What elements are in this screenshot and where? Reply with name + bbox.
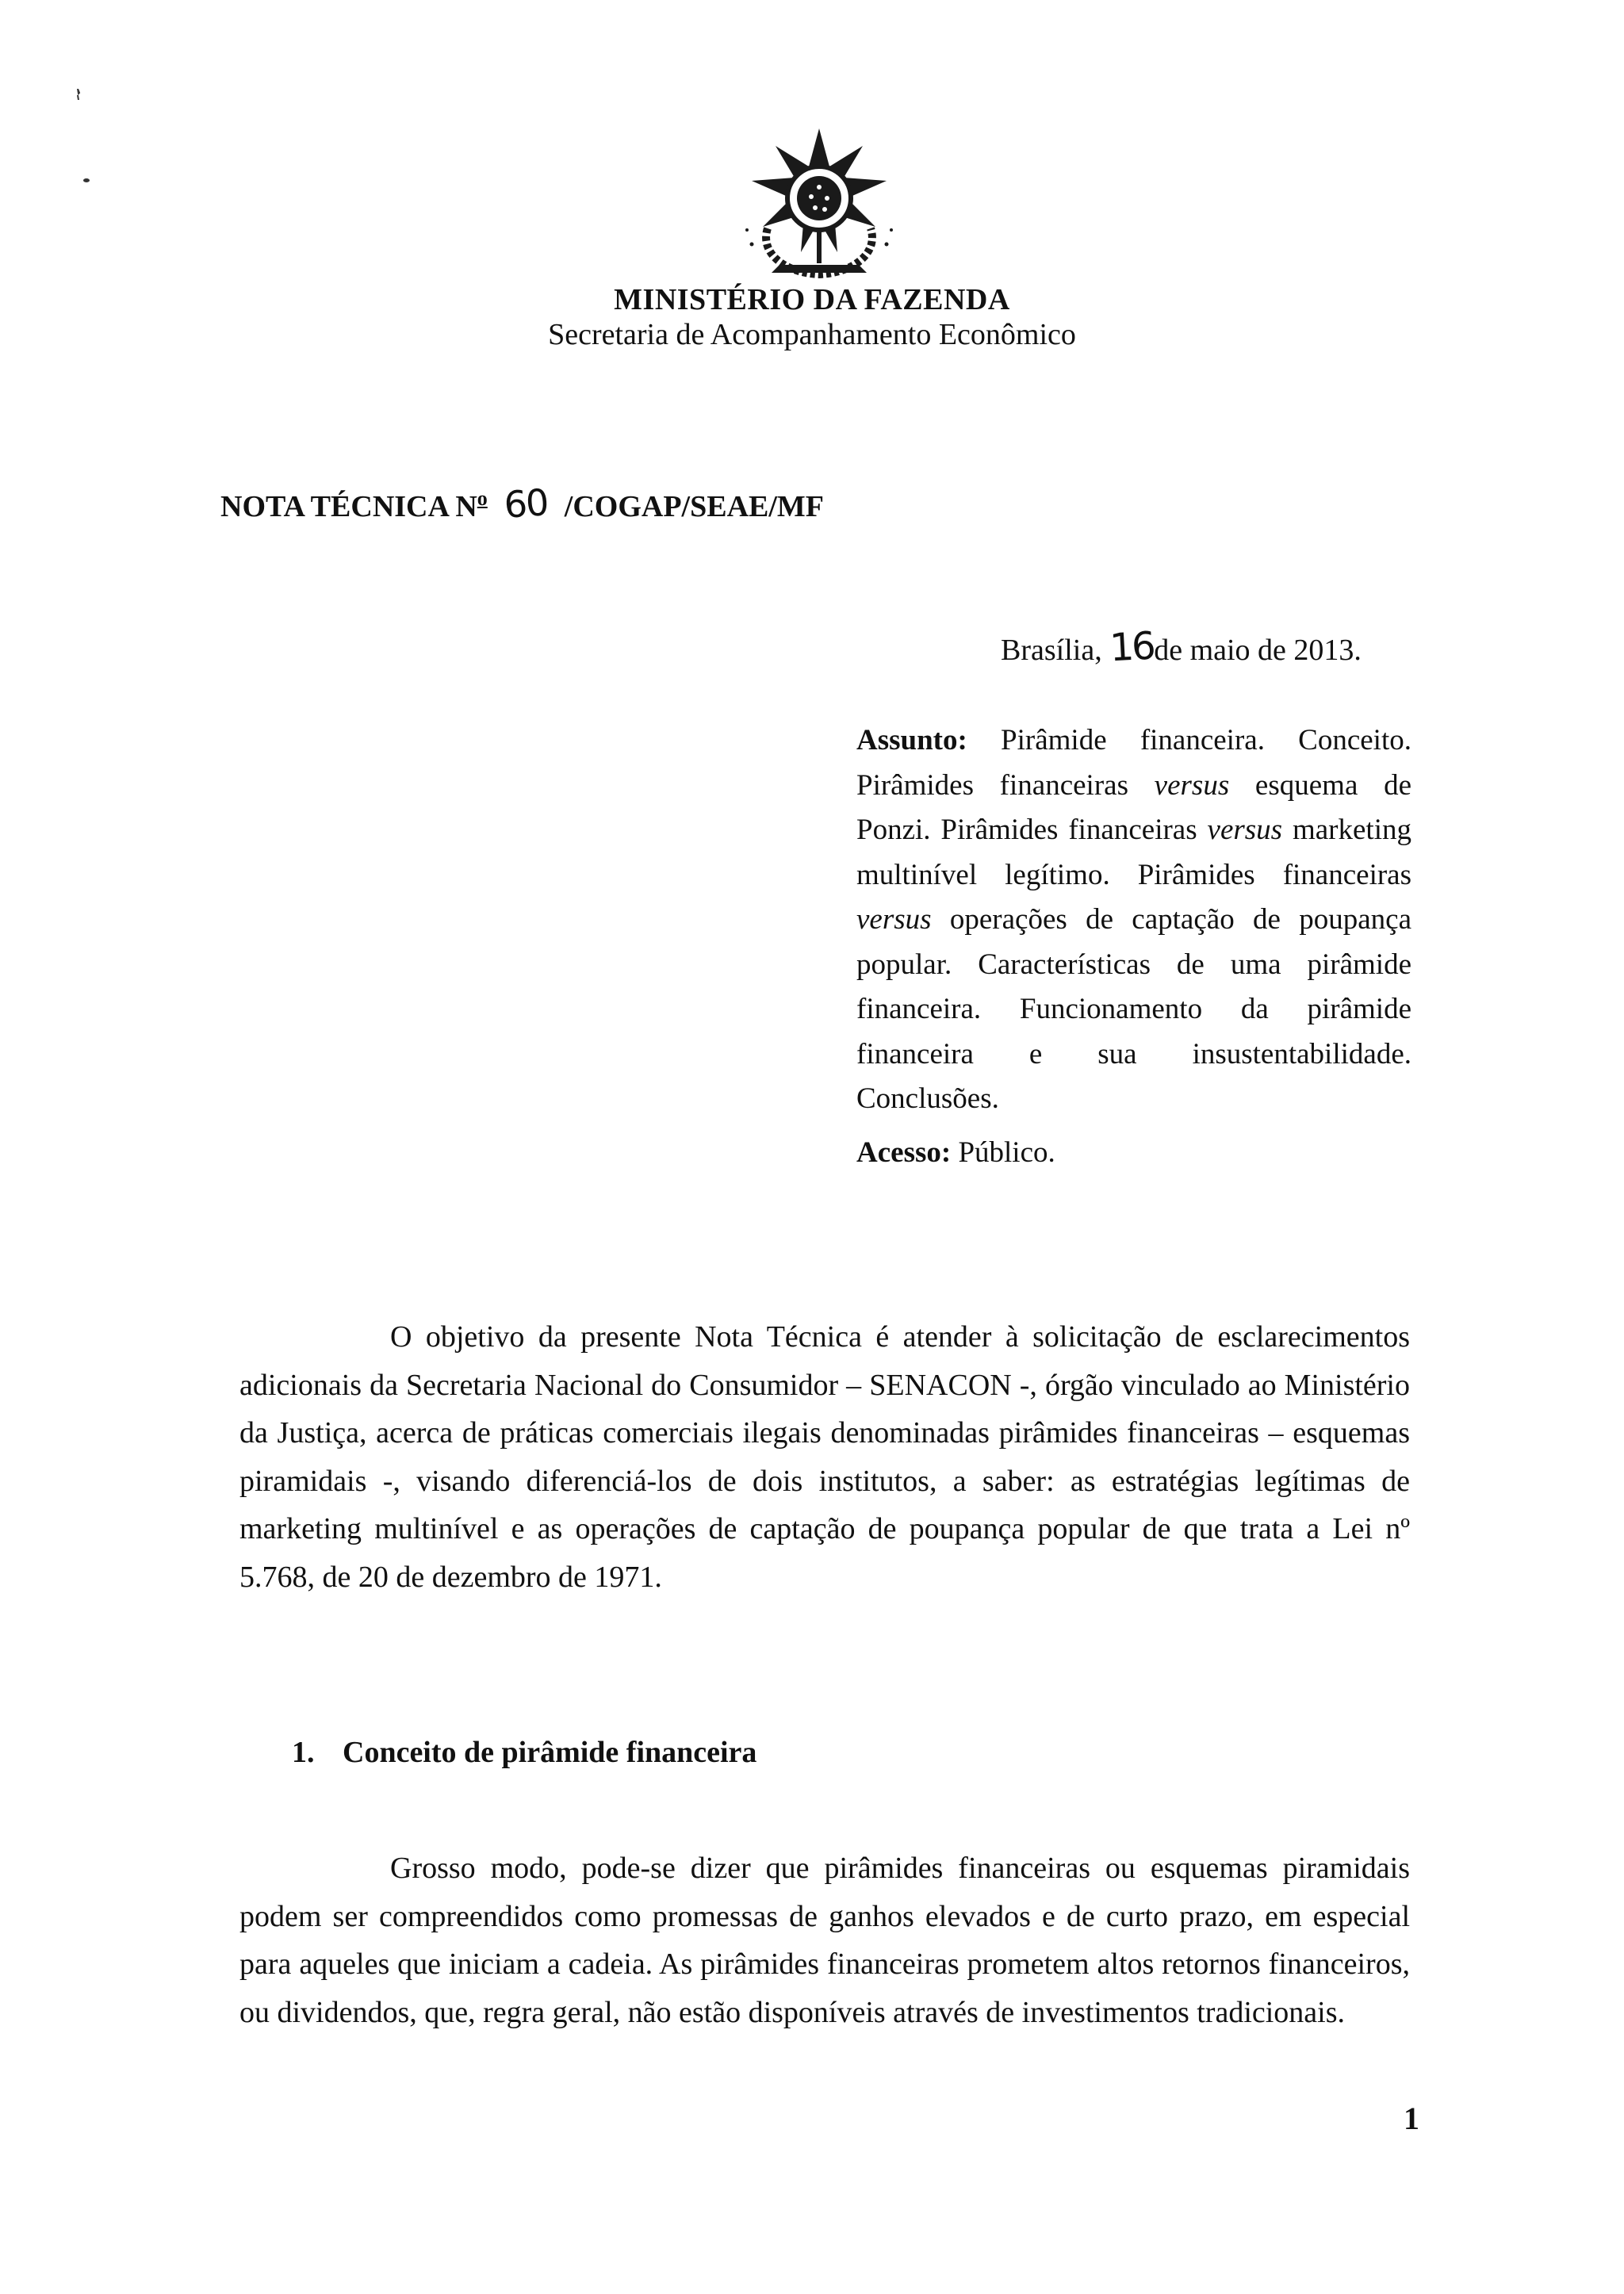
acesso-line bbox=[856, 1136, 1055, 1170]
brazil-coat-of-arms-icon bbox=[736, 125, 902, 281]
handwritten-day: 16 bbox=[1109, 623, 1155, 671]
body-paragraph bbox=[239, 1844, 1410, 2036]
scan-speck-mark bbox=[83, 178, 90, 182]
nota-label: NOTA TÉCNICA N bbox=[220, 490, 477, 523]
nota-tecnica-header bbox=[220, 482, 824, 525]
intro-paragraph bbox=[239, 1313, 1410, 1601]
paragraph-text: Grosso modo, pode-se dizer que pirâmides financeiras ou esquemas piramidais podem ser compreendidos como promessas de ganhos elevados e de curto prazo, em especial para aqueles que iniciam a cadeia. As pirâmides financeiras prometem altos retornos financeiros, ou dividendos, que, regra geral, não estão disponíveis através de investimentos tradicionais. bbox=[239, 1852, 1410, 2029]
assunto-label: Assunto: bbox=[856, 724, 967, 756]
assunto-text: marketing multinível legítimo. Pirâmides financeiras bbox=[856, 814, 1411, 891]
acesso-label: Acesso: bbox=[856, 1136, 952, 1169]
assunto-block bbox=[856, 718, 1411, 1122]
section-number: 1. bbox=[292, 1736, 315, 1769]
date-line bbox=[1001, 625, 1362, 669]
assunto-text: operações de captação de poupança popular. Características de uma pirâmide financeira. Funcionamento da pirâmide financeira e sua insustentabilidade. Conclusões. bbox=[856, 903, 1411, 1115]
acesso-value: Público. bbox=[951, 1136, 1055, 1169]
numero-superscript: o bbox=[477, 487, 488, 510]
section-heading bbox=[292, 1735, 756, 1770]
nota-suffix: /COGAP/SEAE/MF bbox=[557, 490, 825, 523]
assunto-text: Pirâmide financeira. Conceito. Pirâmides financeiras bbox=[856, 724, 1411, 802]
assunto-versus: versus bbox=[856, 903, 932, 936]
assunto-versus: versus bbox=[1207, 814, 1283, 846]
date-suffix: de maio de 2013. bbox=[1154, 634, 1362, 667]
date-prefix: Brasília, bbox=[1001, 634, 1110, 667]
secretaria-subtitle: Secretaria de Acompanhamento Econômico bbox=[548, 318, 1076, 351]
ministry-title: MINISTÉRIO DA FAZENDA bbox=[614, 283, 1010, 316]
scan-speck-mark bbox=[76, 89, 81, 100]
handwritten-note-number: 60 bbox=[503, 481, 550, 527]
section-title: Conceito de pirâmide financeira bbox=[343, 1736, 757, 1769]
assunto-text: esquema de Ponzi. Pirâmides financeiras bbox=[856, 768, 1411, 846]
assunto-versus: versus bbox=[1154, 768, 1230, 802]
page-number: 1 bbox=[1404, 2101, 1419, 2136]
intro-text: O objetivo da presente Nota Técnica é atender à solicitação de esclarecimentos adicionais da Secretaria Nacional do Consumidor – SENACON -, órgão vinculado ao Ministério da Justiça, acerca de práticas comerciais ilegais denominadas pirâmides financeiras – esquemas piramidais -, visando diferenciá-los de dois institutos, a saber: as estratégias legítimas de marketing multinível e as operações de captação de poupança popular de que trata a Lei nº 5.768, de 20 de dezembro de 1971. bbox=[239, 1320, 1410, 1594]
